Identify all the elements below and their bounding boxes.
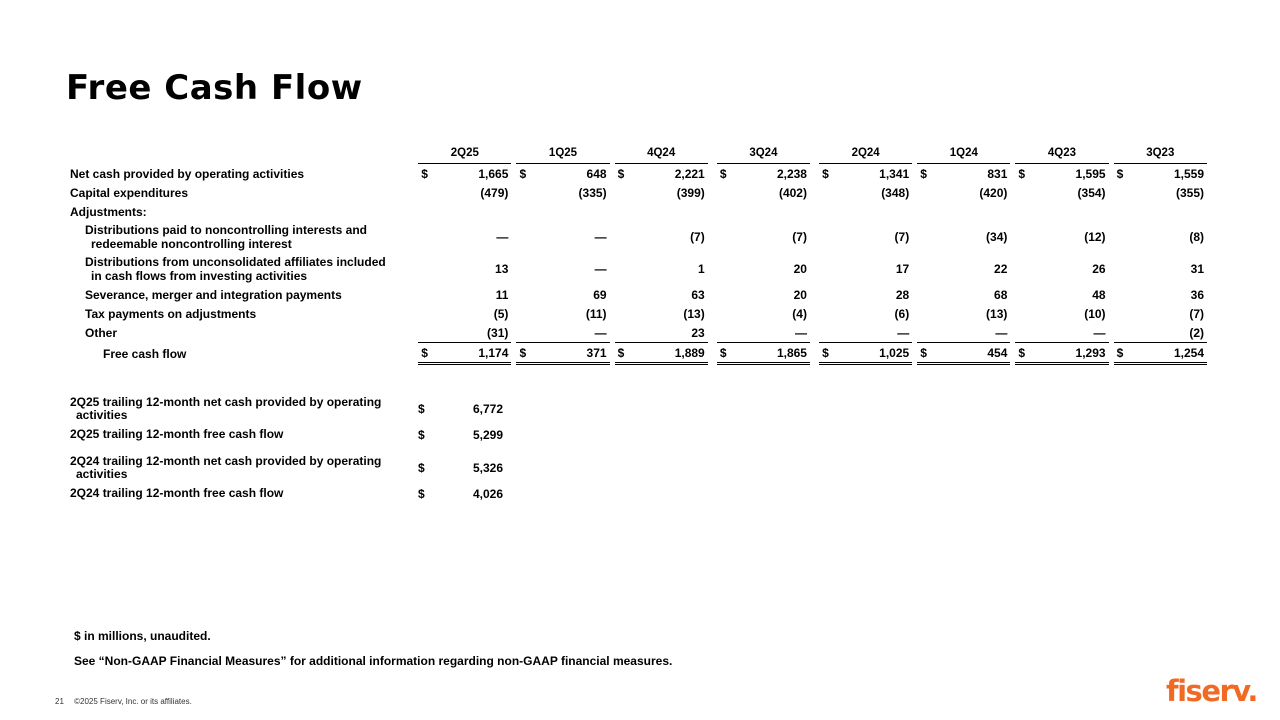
table-row — [66, 425, 506, 444]
table-cell: 11 — [495, 287, 509, 302]
table-cell: 1,595 — [1075, 166, 1106, 181]
table-cell: — — [594, 230, 607, 244]
table-cell: 1,865 — [737, 342, 810, 365]
row-label — [66, 452, 415, 484]
column-header: 1Q24 — [917, 143, 1010, 164]
table-cell: 28 — [895, 287, 910, 302]
table-cell: 1,341 — [879, 166, 910, 181]
table-cell: (13) — [986, 306, 1008, 321]
row-label-line: activities — [76, 467, 128, 481]
currency-symbol: $ — [418, 427, 425, 442]
currency-symbol: $ — [719, 166, 727, 181]
row-label-line: Distributions from unconsolidated affiliates included — [85, 255, 386, 269]
currency-symbol: $ — [1015, 342, 1035, 365]
column-header: 2Q25 — [418, 143, 511, 164]
table-cell: 648 — [586, 166, 607, 181]
table-cell: 5,326 — [472, 461, 503, 475]
table-cell: 26 — [1092, 262, 1106, 276]
column-header: 2Q24 — [819, 143, 912, 164]
table-cell: — — [496, 230, 509, 244]
trailing-12-month-table — [66, 393, 506, 503]
table-cell: (8) — [1189, 230, 1204, 244]
table-row — [66, 285, 1207, 304]
table-cell: 831 — [987, 166, 1008, 181]
row-label: Other — [85, 325, 118, 340]
table-cell: (402) — [778, 185, 807, 200]
table-cell: (7) — [1189, 306, 1204, 321]
table-row — [66, 323, 1207, 342]
table-cell: 22 — [994, 262, 1008, 276]
header-row — [66, 143, 1207, 164]
row-label: Adjustments: — [70, 204, 147, 219]
currency-symbol: $ — [617, 166, 625, 181]
currency-symbol: $ — [418, 342, 438, 365]
table-cell: (12) — [1084, 230, 1106, 244]
table-row — [66, 452, 506, 484]
currency-symbol: $ — [1114, 342, 1134, 365]
table-cell: 17 — [895, 262, 910, 276]
row-label-line: redeemable noncontrolling interest — [91, 237, 292, 251]
table-cell: — — [794, 325, 807, 340]
table-cell: 454 — [937, 342, 1010, 365]
currency-symbol: $ — [418, 486, 425, 501]
table-cell: (7) — [894, 230, 910, 244]
row-label: Severance, merger and integration payments — [85, 287, 342, 302]
table-cell: 1,559 — [1173, 166, 1204, 181]
table-cell: 1,665 — [478, 166, 509, 181]
table-row — [66, 183, 1207, 202]
table-cell: — — [897, 325, 910, 340]
table-cell: 63 — [691, 287, 705, 302]
table-cell: 1 — [698, 262, 705, 276]
currency-symbol: $ — [421, 166, 428, 181]
currency-symbol: $ — [615, 342, 635, 365]
table-cell: 1,174 — [439, 342, 512, 365]
page-number: 21 — [55, 697, 64, 706]
table-cell: — — [1093, 325, 1106, 340]
column-header: 4Q24 — [615, 143, 708, 164]
row-label: Net cash provided by operating activities — [70, 166, 305, 181]
column-header: 3Q24 — [717, 143, 810, 164]
table-cell: 1,889 — [635, 342, 708, 365]
table-cell: 371 — [537, 342, 610, 365]
table-cell: 31 — [1190, 262, 1204, 276]
row-label-line: Distributions paid to noncontrolling interests and — [85, 223, 367, 237]
table-cell: 6,772 — [472, 402, 503, 416]
free-cash-flow-table — [66, 143, 1207, 365]
table-cell: (13) — [683, 306, 705, 321]
table-row — [66, 164, 1207, 183]
row-label-line: in cash flows from investing activities — [91, 269, 308, 283]
currency-symbol: $ — [1116, 166, 1124, 181]
table-cell: (479) — [480, 185, 509, 200]
table-cell: (10) — [1084, 306, 1106, 321]
table-cell: 5,299 — [472, 427, 503, 442]
row-label: Tax payments on adjustments — [85, 306, 257, 321]
table-cell: (5) — [493, 306, 509, 321]
table-cell: 1,025 — [839, 342, 912, 365]
row-label-line: 2Q25 trailing 12-month net cash provided by operating — [70, 395, 382, 409]
table-cell: 20 — [793, 262, 807, 276]
table-cell: 20 — [793, 287, 807, 302]
table-row — [66, 202, 1207, 221]
column-header: 3Q23 — [1114, 143, 1207, 164]
currency-symbol: $ — [519, 166, 527, 181]
table-cell: (31) — [487, 325, 509, 340]
table-cell: (6) — [894, 306, 910, 321]
table-cell: — — [995, 325, 1008, 340]
row-label: 2Q25 trailing 12-month free cash flow — [70, 427, 284, 441]
table-row — [66, 304, 1207, 323]
table-cell: 68 — [994, 287, 1008, 302]
table-cell: — — [594, 262, 607, 276]
row-label — [66, 221, 413, 253]
table-cell: (335) — [578, 185, 607, 200]
column-header: 1Q25 — [516, 143, 609, 164]
table-cell: (7) — [792, 230, 807, 244]
currency-symbol: $ — [917, 342, 937, 365]
table-row — [66, 221, 1207, 253]
table-cell: (7) — [690, 230, 705, 244]
row-label — [66, 253, 413, 285]
column-header: 4Q23 — [1015, 143, 1108, 164]
table-row — [66, 484, 506, 503]
table-cell: 1,293 — [1036, 342, 1109, 365]
currency-symbol: $ — [418, 461, 425, 475]
table-cell: 23 — [691, 325, 705, 340]
currency-symbol: $ — [822, 166, 829, 181]
table-cell: 2,238 — [776, 166, 807, 181]
table-cell: 2,221 — [674, 166, 705, 181]
currency-symbol: $ — [819, 342, 839, 365]
table-cell: (348) — [881, 185, 910, 200]
table-cell: 1,254 — [1134, 342, 1207, 365]
non-gaap-note: See “Non-GAAP Financial Measures” for additional information regarding non-GAAP financial measures. — [74, 654, 673, 668]
table-cell: (420) — [979, 185, 1008, 200]
table-cell: 69 — [593, 287, 607, 302]
table-cell: (11) — [585, 306, 607, 321]
table-cell: (4) — [792, 306, 807, 321]
currency-symbol: $ — [1018, 166, 1026, 181]
row-label: 2Q24 trailing 12-month free cash flow — [70, 486, 284, 500]
row-label — [66, 393, 415, 425]
table-cell: (399) — [676, 185, 705, 200]
currency-symbol: $ — [418, 402, 425, 416]
table-cell: 36 — [1190, 287, 1204, 302]
table-cell: (355) — [1175, 185, 1204, 200]
fiserv-logo: fiserv. — [1166, 674, 1257, 708]
row-label-line: activities — [76, 408, 128, 422]
table-cell: — — [594, 325, 607, 340]
row-label: Capital expenditures — [70, 185, 189, 200]
copyright: ©2025 Fiserv, Inc. or its affiliates. — [74, 697, 192, 706]
table-cell: 13 — [495, 262, 509, 276]
table-cell: (354) — [1077, 185, 1106, 200]
total-row — [66, 342, 1207, 365]
table-cell: 48 — [1092, 287, 1106, 302]
row-label: Free cash flow — [103, 346, 187, 361]
table-cell: (2) — [1189, 325, 1204, 340]
units-note: $ in millions, unaudited. — [74, 629, 211, 643]
currency-symbol: $ — [516, 342, 536, 365]
row-label-line: 2Q24 trailing 12-month net cash provided by operating — [70, 454, 382, 468]
footer — [55, 697, 192, 706]
currency-symbol: $ — [717, 342, 737, 365]
currency-symbol: $ — [920, 166, 927, 181]
page-title: Free Cash Flow — [66, 68, 363, 108]
table-row — [66, 393, 506, 425]
table-cell: (34) — [986, 230, 1008, 244]
table-cell: 4,026 — [472, 486, 503, 501]
table-row — [66, 253, 1207, 285]
